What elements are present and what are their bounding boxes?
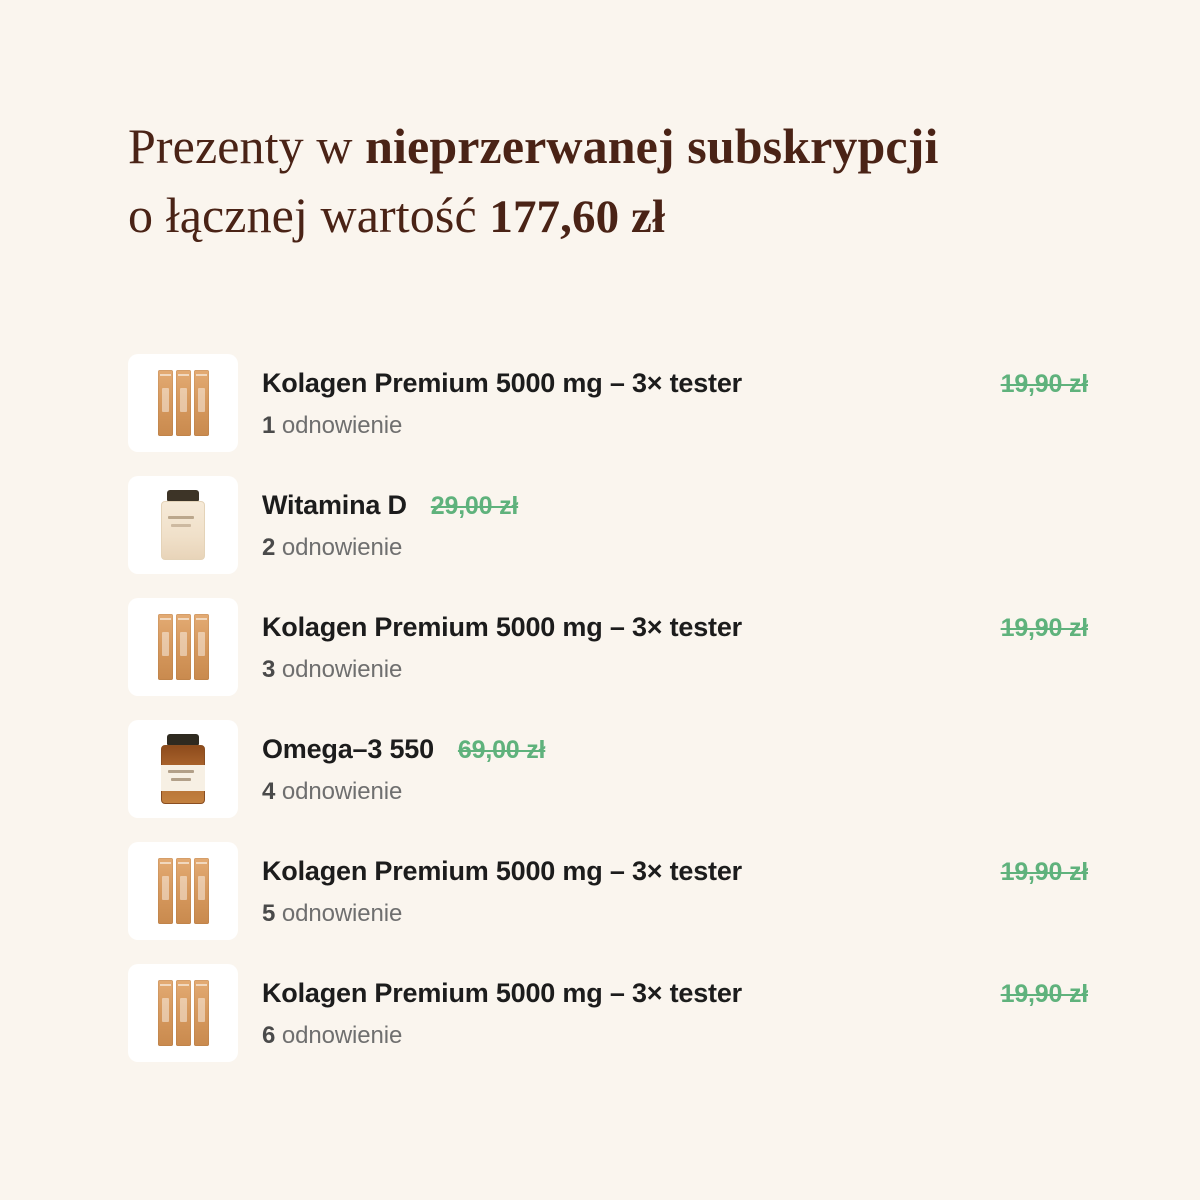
list-item xyxy=(128,598,1088,696)
gift-row-main xyxy=(262,734,545,765)
list-item xyxy=(128,964,1088,1062)
product-price: 69,00 zł xyxy=(457,736,546,764)
renewal-number: 2 xyxy=(262,534,276,561)
page-title-line-2 xyxy=(128,181,1128,250)
collagen-sachets-icon xyxy=(158,858,209,924)
total-gift-value: 177,60 zł xyxy=(489,191,666,243)
gift-row-main xyxy=(262,856,1088,887)
product-title: Kolagen Premium 5000 mg – 3× tester xyxy=(262,856,742,886)
gift-row-main xyxy=(262,490,518,521)
product-price: 29,00 zł xyxy=(430,492,519,520)
list-item xyxy=(128,842,1088,940)
renewal-info xyxy=(262,1022,402,1050)
page-title xyxy=(128,112,1128,250)
renewal-label: odnowienie xyxy=(281,534,403,561)
page-title-regular-1: Prezenty w xyxy=(128,118,366,174)
renewal-label: odnowienie xyxy=(281,1022,403,1049)
product-price: 19,90 zł xyxy=(1000,980,1088,1008)
renewal-number: 3 xyxy=(262,656,276,683)
collagen-sachets-icon xyxy=(158,370,209,436)
product-price: 19,90 zł xyxy=(1000,858,1088,886)
vitamin-d-jar-icon xyxy=(159,490,207,560)
list-item xyxy=(128,354,1088,452)
product-price: 19,90 zł xyxy=(1000,614,1088,642)
product-title: Kolagen Premium 5000 mg – 3× tester xyxy=(262,612,742,642)
renewal-number: 6 xyxy=(262,1022,276,1049)
collagen-sachets-icon xyxy=(158,614,209,680)
page-title-line-1 xyxy=(128,112,1128,181)
renewal-label: odnowienie xyxy=(281,900,403,927)
renewal-label: odnowienie xyxy=(281,656,403,683)
gift-list xyxy=(128,354,1088,1086)
product-title: Witamina D xyxy=(262,490,407,520)
product-title: Kolagen Premium 5000 mg – 3× tester xyxy=(262,978,742,1008)
gift-row-main xyxy=(262,612,1088,643)
renewal-info xyxy=(262,778,402,806)
list-item xyxy=(128,476,1088,574)
renewal-label: odnowienie xyxy=(281,412,403,439)
renewal-info xyxy=(262,534,402,562)
product-thumbnail xyxy=(128,964,238,1062)
gift-row-main xyxy=(262,978,1088,1009)
renewal-info xyxy=(262,656,402,684)
product-title: Omega–3 550 xyxy=(262,734,434,764)
product-thumbnail xyxy=(128,842,238,940)
renewal-number: 5 xyxy=(262,900,276,927)
renewal-number: 1 xyxy=(262,412,276,439)
list-item xyxy=(128,720,1088,818)
collagen-sachets-icon xyxy=(158,980,209,1046)
product-thumbnail xyxy=(128,354,238,452)
renewal-info xyxy=(262,412,402,440)
page-title-regular-2: o łącznej wartość xyxy=(128,187,490,243)
renewal-info xyxy=(262,900,402,928)
product-price: 19,90 zł xyxy=(1000,370,1088,398)
product-thumbnail xyxy=(128,720,238,818)
page-title-bold-1: nieprzerwanej subskrypcji xyxy=(365,118,939,174)
renewal-number: 4 xyxy=(262,778,276,805)
product-thumbnail xyxy=(128,598,238,696)
renewal-label: odnowienie xyxy=(281,778,403,805)
product-thumbnail xyxy=(128,476,238,574)
product-title: Kolagen Premium 5000 mg – 3× tester xyxy=(262,368,742,398)
omega-3-jar-icon xyxy=(159,734,207,804)
gift-row-main xyxy=(262,368,1088,399)
